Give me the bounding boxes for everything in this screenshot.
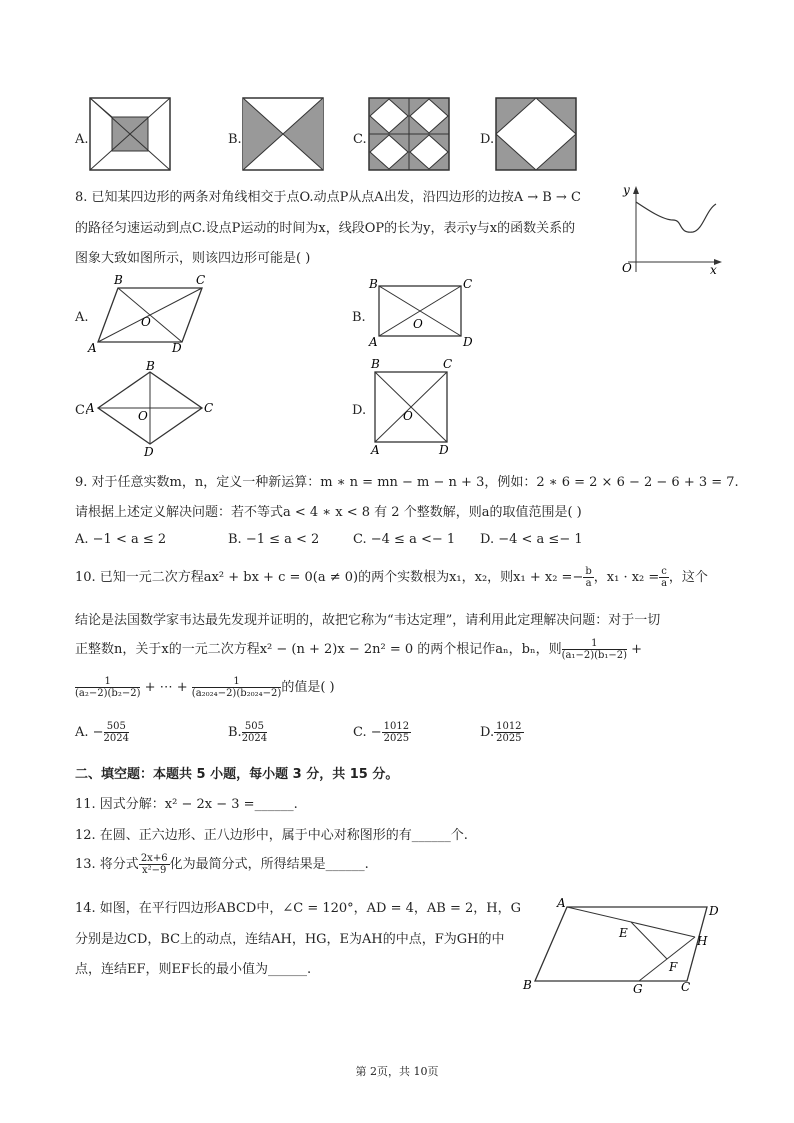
vertex-a: A bbox=[371, 443, 380, 457]
q10-text-line2: 结论是法国数学家韦达最先发现并证明的，故把它称为“韦达定理”，请利用此定理解决问题：对于一切 bbox=[75, 613, 661, 628]
vertex-c: C bbox=[443, 357, 453, 371]
q14-parallelogram-figure bbox=[515, 893, 730, 998]
q8-option-a-label: A. bbox=[75, 310, 89, 325]
q13-text: 13. 将分式 $\frac{2x+6}{\text{x²−9}}$ 化为最简分式，所得结果是______. bbox=[75, 853, 369, 876]
q10-option-d: D. $\frac{1012}{2025}$ bbox=[480, 721, 522, 744]
q14-label-g: G bbox=[633, 982, 643, 996]
q8-option-c-label: C. bbox=[75, 403, 89, 418]
fraction-q13: $\frac{2x+6}{\text{x²−9}}$ bbox=[140, 853, 168, 876]
vertex-d: D bbox=[463, 335, 473, 348]
fraction-term1: $\frac{1}{\text{(a₁−2)(b₁−2)}}$ bbox=[561, 638, 628, 661]
q9-text-line1: 9. 对于任意实数m，n，定义一种新运算：m ∗ n = mn − m − n + 3，例如：2 ∗ 6 = 2 × 6 − 2 − 6 + 3 = 7. bbox=[75, 475, 739, 490]
q14-text-line2: 分别是边CD，BC上的动点，连结AH，HG，E为AH的中点，F为GH的中 bbox=[75, 932, 505, 947]
graph-x-label: x bbox=[710, 263, 717, 277]
q8-figure-c-rhombus bbox=[86, 358, 216, 458]
vertex-o: O bbox=[141, 315, 151, 329]
q10-option-c: C. − $\frac{1012}{2025}$ bbox=[353, 721, 410, 744]
q10-text-line1: 10. 已知一元二次方程ax² + bx + c = 0(a ≠ 0)的两个实数根为x₁，x₂，则x₁ + x₂ =− $\frac{b}{a}$ ，x₁ · x₂ = $\frac{c}{a}$ ，这个 bbox=[75, 566, 708, 589]
q10-text-line4: $\frac{1}{\text{(a₂−2)(b₂−2)}}$ + ⋯ + $\frac{1}{\text{(a₂₀₂₄−2)(b₂₀₂₄−2)}}$ 的值是( ) bbox=[75, 676, 335, 699]
q8-figure-b-rectangle bbox=[365, 274, 475, 348]
vertex-d: D bbox=[439, 443, 449, 457]
section-2-heading: 二、填空题：本题共 5 小题，每小题 3 分，共 15 分。 bbox=[75, 767, 399, 782]
q8-text-line1: 8. 已知某四边形的两条对角线相交于点O.动点P从点A出发，沿四边形的边按A → B → C bbox=[75, 190, 581, 205]
vertex-o: O bbox=[403, 409, 413, 423]
q7-figure-b bbox=[242, 97, 324, 171]
vertex-a: A bbox=[369, 335, 378, 348]
q8-figure-d-square bbox=[365, 356, 465, 458]
vertex-d: D bbox=[172, 341, 182, 355]
fraction-term2024: $\frac{1}{\text{(a₂₀₂₄−2)(b₂₀₂₄−2)}}$ bbox=[191, 676, 282, 699]
fraction-c-over-a: $\frac{c}{a}$ bbox=[661, 566, 668, 589]
graph-origin-label: O bbox=[622, 261, 632, 275]
q8-option-b-label: B. bbox=[352, 310, 366, 325]
vertex-a: A bbox=[86, 401, 95, 415]
fraction-b-over-a: $\frac{b}{a}$ bbox=[585, 566, 592, 589]
q10-option-b: B. $\frac{505}{2024}$ bbox=[228, 721, 268, 744]
q7-option-a-label: A. bbox=[75, 132, 89, 147]
q9-option-a: A. −1 < a ≤ 2 bbox=[75, 532, 167, 547]
q7-figure-a bbox=[89, 97, 171, 171]
q8-figure-a-parallelogram bbox=[86, 270, 216, 356]
q14-label-a: A bbox=[557, 896, 566, 910]
q14-label-c: C bbox=[681, 980, 691, 994]
vertex-a: A bbox=[88, 341, 97, 355]
q11-text: 11. 因式分解：x² − 2x − 3 =______. bbox=[75, 797, 298, 812]
vertex-c: C bbox=[204, 401, 214, 415]
vertex-o: O bbox=[138, 409, 148, 423]
vertex-b: B bbox=[146, 359, 155, 373]
q8-option-d-label: D. bbox=[352, 403, 367, 418]
q14-label-b: B bbox=[523, 978, 532, 992]
q10-option-a: A. − $\frac{505}{2024}$ bbox=[75, 721, 129, 744]
q14-label-d: D bbox=[709, 904, 719, 918]
q14-text-line1: 14. 如图，在平行四边形ABCD中，∠C = 120°，AD = 4，AB = 2，H，G bbox=[75, 901, 521, 916]
q14-label-h: H bbox=[697, 934, 708, 948]
q7-figure-c bbox=[368, 97, 450, 171]
q14-text-line3: 点，连结EF，则EF长的最小值为______. bbox=[75, 962, 312, 977]
q9-option-d: D. −4 < a ≤− 1 bbox=[480, 532, 583, 547]
q7-figure-d bbox=[495, 97, 577, 171]
vertex-c: C bbox=[196, 273, 206, 287]
q12-text: 12. 在圆、正六边形、正八边形中，属于中心对称图形的有______个. bbox=[75, 828, 468, 843]
q9-option-c: C. −4 ≤ a <− 1 bbox=[353, 532, 456, 547]
vertex-b: B bbox=[371, 357, 380, 371]
vertex-b: B bbox=[369, 277, 378, 291]
q10-text-line3: 正整数n，关于x的一元二次方程x² − (n + 2)x − 2n² = 0 的两个根记作aₙ，bₙ，则 $\frac{1}{\text{(a₁−2)(b₁−2)}}$ + bbox=[75, 638, 643, 661]
q8-text-line3: 图象大致如图所示，则该四边形可能是( ) bbox=[75, 251, 311, 266]
q14-label-e: E bbox=[619, 926, 628, 940]
q7-option-b-label: B. bbox=[228, 132, 242, 147]
vertex-d: D bbox=[144, 445, 154, 458]
vertex-o: O bbox=[413, 317, 423, 331]
q8-function-graph bbox=[618, 182, 726, 278]
q14-label-f: F bbox=[669, 960, 678, 974]
q7-option-d-label: D. bbox=[480, 132, 495, 147]
q7-option-c-label: C. bbox=[353, 132, 367, 147]
fraction-term2: $\frac{1}{\text{(a₂−2)(b₂−2)}}$ bbox=[75, 676, 141, 699]
graph-y-label: y bbox=[623, 183, 630, 197]
q9-option-b: B. −1 ≤ a < 2 bbox=[228, 532, 320, 547]
vertex-c: C bbox=[463, 277, 473, 291]
vertex-b: B bbox=[114, 273, 123, 287]
q8-text-line2: 的路径匀速运动到点C.设点P运动的时间为x，线段OP的长为y，表示y与x的函数关系的 bbox=[75, 221, 576, 236]
q9-text-line2: 请根据上述定义解决问题：若不等式a < 4 ∗ x < 8 有 2 个整数解，则a的取值范围是( ) bbox=[75, 505, 582, 520]
page-footer: 第 2页，共 10页 bbox=[355, 1065, 439, 1078]
